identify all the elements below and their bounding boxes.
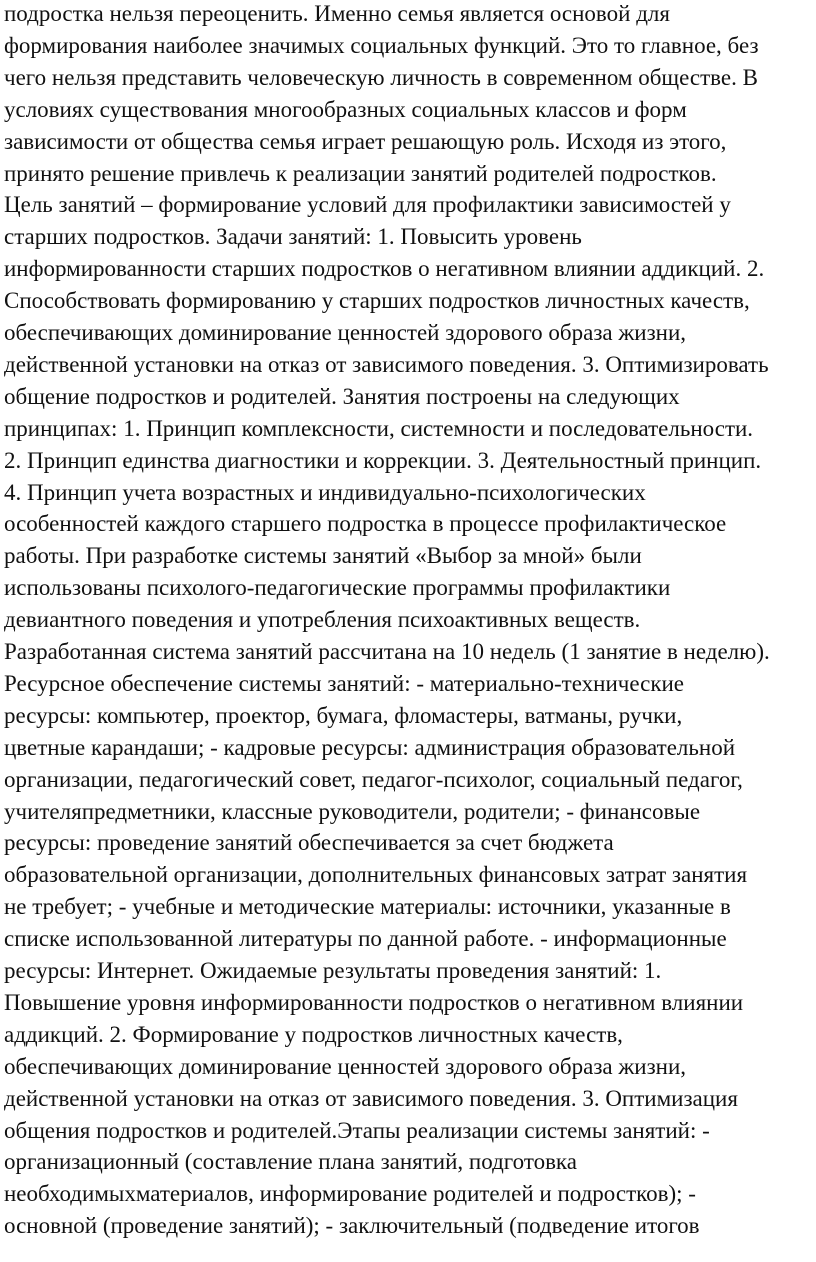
text-line: обеспечивающих доминирование ценностей здорового образа жизни, — [4, 320, 687, 345]
text-line: чего нельзя представить человеческую личность в современном обществе. В — [4, 64, 758, 90]
text-line: принципах: 1. Принцип комплексности, системности и последовательности. — [4, 415, 754, 441]
text-line: необходимыхматериалов, информирование родителей и подростков); - — [4, 1181, 696, 1207]
text-line: ресурсы: Интернет. Ожидаемые результаты проведения занятий: 1. — [4, 958, 662, 983]
text-line: условиях существования многообразных социальных классов и форм — [4, 96, 687, 122]
text-line: образовательной организации, дополнительных финансовых затрат занятия — [4, 862, 748, 888]
text-line: учителяпредметники, классные руководители, родители; - финансовые — [4, 798, 701, 824]
text-line: ресурсы: проведение занятий обеспечивается за счет бюджета — [4, 830, 614, 856]
text-line: принято решение привлечь к реализации занятий родителей подростков. — [4, 160, 717, 186]
text-line: организационный (составление плана занятий, подготовка — [4, 1149, 577, 1175]
text-line: девиантного поведения и употребления психоактивных веществ. — [4, 607, 641, 633]
text-line: Разработанная система занятий рассчитана на 10 недель (1 занятие в неделю). — [4, 639, 770, 664]
text-line: формирования наиболее значимых социальных функций. Это то главное, без — [4, 32, 759, 58]
text-line: общения подростков и родителей.Этапы реализации системы занятий: - — [4, 1117, 710, 1143]
text-line: обеспечивающих доминирование ценностей здорового образа жизни, — [4, 1053, 687, 1079]
text-line: 2. Принцип единства диагностики и коррекции. 3. Деятельностный принцип. — [4, 447, 762, 473]
text-line: не требует; - учебные и методические материалы: источники, указанные в — [4, 894, 731, 920]
text-line: 4. Принцип учета возрастных и индивидуально-психологических — [4, 479, 646, 505]
text-line: цветные карандаши; - кадровые ресурсы: администрация образовательной — [4, 734, 736, 760]
text-line: ресурсы: компьютер, проектор, бумага, фломастеры, ватманы, ручки, — [4, 702, 683, 728]
text-line: действенной установки на отказ от зависимого поведения. 3. Оптимизировать — [4, 351, 769, 377]
text-line: общение подростков и родителей. Занятия построены на следующих — [4, 383, 680, 409]
text-line: старших подростков. Задачи занятий: 1. Повысить уровень — [4, 224, 582, 250]
text-line: Цель занятий – формирование условий для профилактики зависимостей у — [4, 192, 731, 218]
text-line: списке использованной литературы по данной работе. - информационные — [4, 926, 727, 952]
text-line: Способствовать формированию у старших подростков личностных качеств, — [4, 288, 750, 314]
text-line: организации, педагогический совет, педагог-психолог, социальный педагог, — [4, 766, 743, 792]
text-line: информированности старших подростков о негативном влиянии аддикций. 2. — [4, 256, 765, 282]
text-line: использованы психолого-педагогические программы профилактики — [4, 575, 671, 601]
text-line: основной (проведение занятий); - заключительный (подведение итогов — [4, 1213, 700, 1239]
text-line: подростка нельзя переоценить. Именно семья является основой для — [4, 1, 670, 26]
text-line: Повышение уровня информированности подростков о негативном влиянии — [4, 989, 744, 1015]
text-line: аддикций. 2. Формирование у подростков личностных качеств, — [4, 1021, 623, 1047]
text-line: особенностей каждого старшего подростка в процессе профилактическое — [4, 511, 727, 537]
text-line: работы. При разработке системы занятий «Выбор за мной» были — [4, 543, 642, 569]
text-line: действенной установки на отказ от зависимого поведения. 3. Оптимизация — [4, 1085, 738, 1111]
text-line: Ресурсное обеспечение системы занятий: - материально-технические — [4, 670, 685, 696]
text-line: зависимости от общества семья играет решающую роль. Исходя из этого, — [4, 128, 727, 154]
